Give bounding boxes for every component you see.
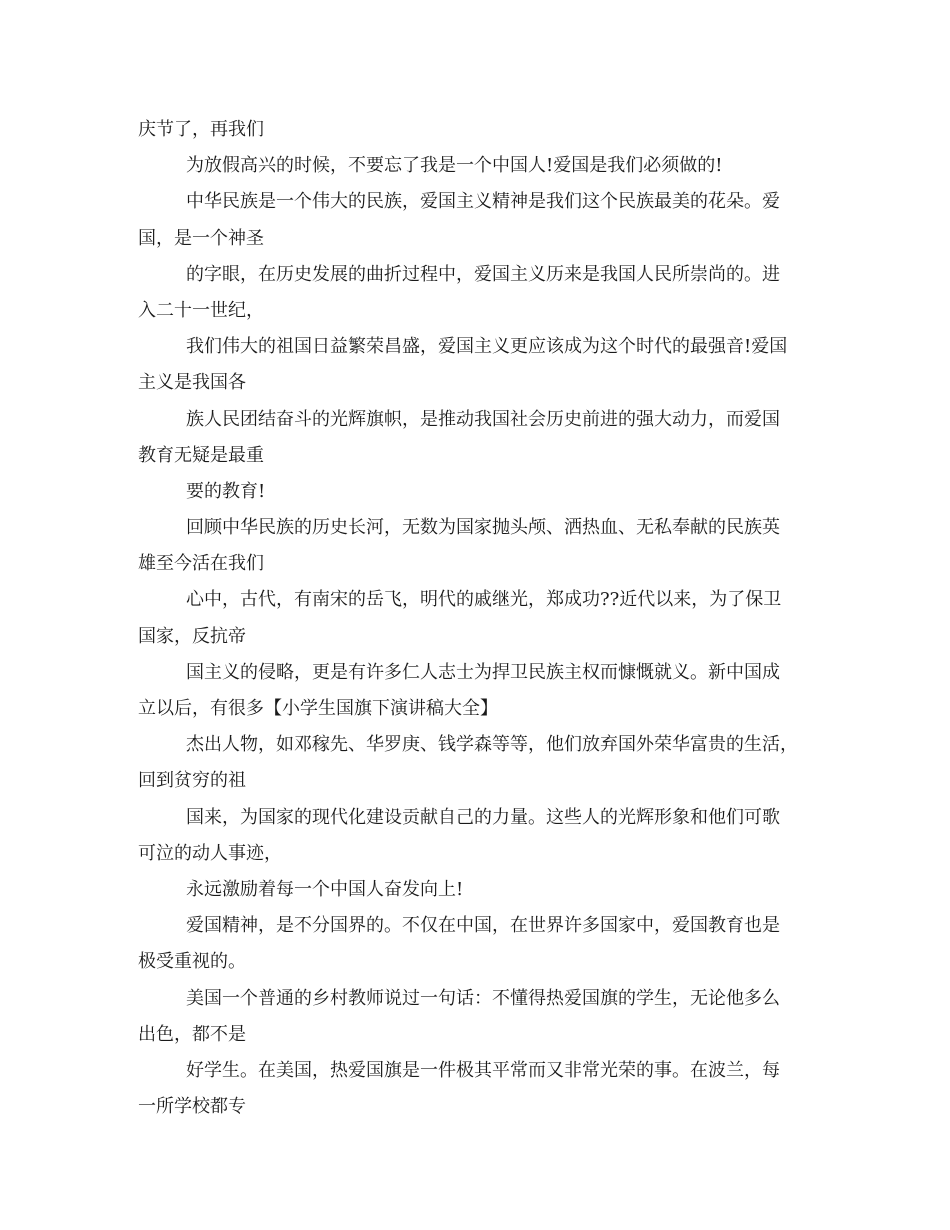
text-line: 极受重视的。 [138,951,246,973]
text-line: 好学生。在美国，热爱国旗是一件极其平常而又非常光荣的事。在波兰，每 [186,1059,780,1081]
text-line: 教育无疑是最重 [138,444,264,466]
text-line: 我们伟大的祖国日益繁荣昌盛，爱国主义更应该成为这个时代的最强音!爱国 [186,336,788,358]
text-line: 国主义的侵略，更是有许多仁人志士为捍卫民族主权而慷慨就义。新中国成 [186,661,780,683]
text-line: 美国一个普通的乡村教师说过一句话：不懂得热爱国旗的学生，无论他多么 [186,987,780,1009]
text-line: 出色，都不是 [138,1023,246,1045]
body-text [138,112,828,1125]
text-line: 回顾中华民族的历史长河，无数为国家抛头颅、洒热血、无私奉献的民族英 [186,517,780,539]
text-line: 永远激励着每一个中国人奋发向上! [186,878,464,900]
text-line: 雄至今活在我们 [138,553,264,575]
text-line: 国来，为国家的现代化建设贡献自己的力量。这些人的光辉形象和他们可歌 [186,806,780,828]
text-line: 一所学校都专 [138,1096,246,1118]
text-line: 中华民族是一个伟大的民族，爱国主义精神是我们这个民族最美的花朵。爱 [186,191,780,213]
text-line: 可泣的动人事迹， [138,842,282,864]
text-line: 族人民团结奋斗的光辉旗帜，是推动我国社会历史前进的强大动力，而爱国 [186,408,780,430]
text-line: 主义是我国各 [138,372,246,394]
text-line: 国家，反抗帝 [138,625,246,647]
text-line: 爱国精神，是不分国界的。不仅在中国，在世界许多国家中，爱国教育也是 [186,915,780,937]
text-line: 杰出人物，如邓稼先、华罗庚、钱学森等等，他们放弃国外荣华富贵的生活， [186,734,798,756]
text-line: 的字眼，在历史发展的曲折过程中，爱国主义历来是我国人民所崇尚的。进 [186,263,780,285]
text-line: 立以后，有很多【小学生国旗下演讲稿大全】 [138,698,498,719]
text-line: 回到贫穷的祖 [138,770,246,792]
text-line: 庆节了，再我们 [138,119,264,140]
text-line: 为放假高兴的时候，不要忘了我是一个中国人!爱国是我们必须做的! [186,155,723,177]
text-line: 入二十一世纪， [138,299,264,321]
text-line: 要的教育! [186,480,266,502]
text-line: 心中，古代，有南宋的岳飞，明代的戚继光，郑成功??近代以来，为了保卫 [186,589,782,611]
text-line: 国，是一个神圣 [138,227,264,249]
